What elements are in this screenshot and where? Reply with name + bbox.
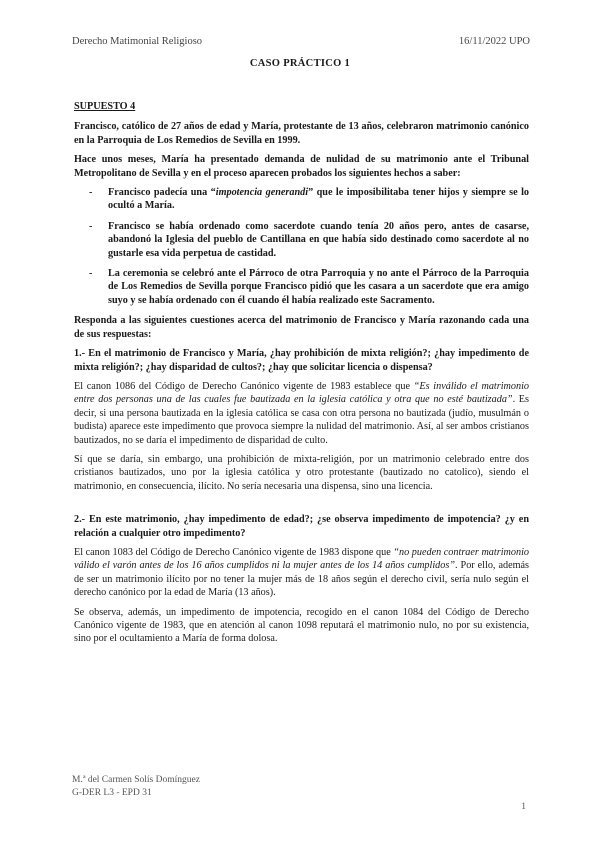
answer-text: El canon 1083 del Código de Derecho Canónico vigente de 1983 dispone que (74, 546, 394, 558)
answer-2-paragraph-2: Se observa, además, un impedimento de impotencia, recogido en el canon 1084 del Código de Derecho Canónico vigente de 1983, que en atención al canon 1098 reputará el matrimonio nulo, no por su existencia, sino por el ocultamiento a María de forma dolosa. (74, 606, 529, 645)
fact-item (74, 267, 529, 307)
intro-paragraph-1: Francisco, católico de 27 años de edad y María, protestante de 13 años, celebraron matrimonio canónico en la Parroquia de Los Remedios de Sevilla en 1999. (74, 121, 529, 146)
fact-text: La ceremonia se celebró ante el Párroco de otra Parroquia y no ante el Párroco de la Parroquia de Los Remedios de Sevilla porque Francisco pidió que les casara a un sacerdote que era amigo suyo y se había ordenado con él cuando él había realizado este Sacramento. (108, 268, 529, 306)
fact-item (74, 220, 529, 260)
list-dash: - (89, 268, 93, 280)
question-1: 1.- En el matrimonio de Francisco y María, ¿hay prohibición de mixta religión?; ¿hay impedimento de mixta religión?; ¿hay disparidad de cultos?; ¿hay que solicitar licencia o dispensa? (74, 348, 529, 373)
page-number: 1 (521, 802, 526, 812)
answer-text: . Por ello, además de ser un matrimonio ilícito por no tener la mujer más de 18 años según el derecho civil, sería nulo según el derecho canónico por la edad de María (13 años). (74, 560, 529, 599)
fact-text: Francisco padecía una “ (108, 187, 216, 199)
list-dash: - (89, 220, 93, 232)
footer-author: M.ª del Carmen Solís Domínguez (72, 775, 200, 785)
instruction-paragraph: Responda a las siguientes cuestiones acerca del matrimonio de Francisco y María razonando cada una de sus respuestas: (74, 315, 529, 340)
document-body (74, 100, 529, 652)
document-title: CASO PRÁCTICO 1 (249, 58, 351, 69)
footer-group: G-DER L3 - EPD 31 (72, 788, 152, 798)
fact-italic: impotencia generandi (215, 187, 309, 199)
fact-text: ” que le imposibilitaba tener hijos y siempre se lo ocultó a María. (108, 187, 529, 212)
facts-list (74, 186, 529, 307)
answer-1-paragraph-1 (74, 380, 529, 447)
intro-paragraph-2: Hace unos meses, María ha presentado demanda de nulidad de su matrimonio ante el Tribunal Metropolitano de Sevilla y en el proceso aparecen probados los siguientes hechos a saber: (74, 154, 529, 179)
list-dash: - (89, 187, 93, 199)
fact-item (74, 186, 529, 213)
question-2: 2.- En este matrimonio, ¿hay impedimento de edad?; ¿se observa impedimento de impotencia? ¿y en relación a cualquier otro impedimento? (74, 514, 529, 539)
fact-text: Francisco se había ordenado como sacerdote cuando tenía 20 años pero, antes de casarse, abandonó la Iglesia del pueblo de Cantillana en que había sido destinado como sacerdote al no gustarle esa vida perpetua de castidad. (108, 220, 529, 259)
answer-1-paragraph-2: Sí que se daría, sin embargo, una prohibición de mixta-religión, por un matrimonio celebrado entre dos cristianos bautizados, uno por la iglesia católica y otro protestante (bautizado no catolico), siendo el matrimonio, en consecuencia, ilícito. No sería necesaria una dispensa, sino una licencia. (74, 453, 529, 492)
answer-text: . Es decir, si una persona bautizada en la iglesia católica se casa con otra persona no bautizada (judío, musulmán o budista) aparece este impedimento que provoca siempre la nulidad del matrimonio. Así, al ser ambos cristianos bautizados, no se daría el impedimento de disparidad de culto. (74, 394, 529, 446)
footer (72, 774, 200, 800)
answer-text: El canon 1086 del Código de Derecho Canónico vigente de 1983 establece que (74, 380, 414, 392)
header-course: Derecho Matimonial Religioso (72, 36, 203, 47)
answer-quote: “Es inválido el matrimonio entre dos personas una de las cuales fue bautizada en la iglesia católica y otra que no esté bautizada” (74, 380, 530, 406)
answer-2-paragraph-1 (74, 546, 529, 600)
supuesto-heading: SUPUESTO 4 (74, 101, 136, 112)
answer-quote: “no pueden contraer matrimonio válido el varón antes de los 16 años cumplidos ni la mujer antes de los 14 años cumplidos” (74, 546, 529, 572)
header-date: 16/11/2022 UPO (458, 36, 530, 47)
spacer (74, 499, 529, 513)
